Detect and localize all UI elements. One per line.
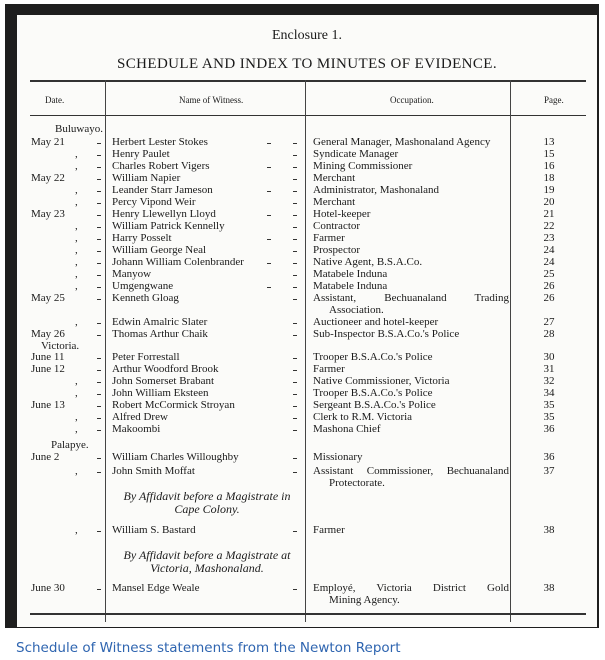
leader-dash — [293, 323, 297, 324]
leader-dash — [293, 143, 297, 144]
header-name: Name of Witness. — [179, 95, 244, 105]
date-cell: , — [75, 387, 78, 399]
witness-name: Mansel Edge Weale — [112, 582, 200, 594]
page-number: 26 — [543, 280, 555, 292]
leader-dash — [97, 167, 101, 168]
witness-name: Herbert Lester Stokes — [112, 136, 208, 148]
page-number: 37 — [543, 465, 555, 477]
witness-name: Harry Posselt — [112, 232, 172, 244]
witness-name: Leander Starr Jameson — [112, 184, 213, 196]
date-cell: May 22 — [31, 172, 65, 184]
date-cell: , — [75, 411, 78, 423]
date-cell: , — [75, 160, 78, 172]
header-page: Page. — [544, 95, 564, 105]
occupation-cell: Matabele Induna — [313, 280, 388, 292]
witness-name: Makoombi — [112, 423, 161, 435]
occupation-cell: Assistant Commissioner, Bechuanaland — [313, 465, 509, 477]
leader-dash — [97, 531, 101, 532]
witness-name: Percy Vipond Weir — [112, 196, 196, 208]
leader-dash — [293, 299, 297, 300]
occupation-cell: Missionary — [313, 451, 363, 463]
page-number: 35 — [543, 411, 555, 423]
leader-dash — [97, 263, 101, 264]
occupation-cell: Matabele Induna — [313, 268, 388, 280]
page-number: 24 — [543, 244, 555, 256]
leader-dash — [267, 167, 271, 168]
date-cell: , — [75, 184, 78, 196]
date-cell: June 2 — [31, 451, 60, 463]
page-number: 21 — [543, 208, 555, 220]
leader-dash — [293, 287, 297, 288]
leader-dash — [97, 275, 101, 276]
witness-name: Robert McCormick Stroyan — [112, 399, 235, 411]
page-number: 31 — [543, 363, 555, 375]
page-number: 32 — [543, 375, 555, 387]
page-number: 38 — [543, 524, 555, 536]
occupation-cell: Mining Commissioner — [313, 160, 413, 172]
witness-name: Johann William Colenbrander — [112, 256, 244, 268]
page-number: 34 — [543, 387, 555, 399]
column-divider-occupation — [510, 80, 511, 622]
leader-dash — [97, 323, 101, 324]
leader-dash — [293, 155, 297, 156]
occupation-cell: Sergeant B.S.A.Co.'s Police — [313, 399, 436, 411]
leader-dash — [293, 589, 297, 590]
date-cell: , — [75, 196, 78, 208]
leader-dash — [293, 335, 297, 336]
date-cell: , — [75, 524, 78, 536]
leader-dash — [97, 472, 101, 473]
leader-dash — [293, 382, 297, 383]
document-page — [17, 15, 597, 627]
page-number: 30 — [543, 351, 555, 363]
leader-dash — [293, 263, 297, 264]
occupation-cell: Mashona Chief — [313, 423, 381, 435]
leader-dash — [97, 299, 101, 300]
leader-dash — [97, 430, 101, 431]
witness-name: Manyow — [112, 268, 152, 280]
occupation-cell: Farmer — [313, 363, 345, 375]
witness-name: Thomas Arthur Chaik — [112, 328, 208, 340]
leader-dash — [293, 227, 297, 228]
page-number: 38 — [543, 582, 555, 594]
leader-dash — [293, 472, 297, 473]
date-cell: , — [75, 244, 78, 256]
leader-dash — [293, 275, 297, 276]
date-cell: , — [75, 465, 78, 477]
leader-dash — [97, 406, 101, 407]
occupation-cell: Trooper B.S.A.Co.'s Police — [313, 387, 433, 399]
witness-name: Henry Llewellyn Lloyd — [112, 208, 216, 220]
occupation-cell: Prospector — [313, 244, 361, 256]
date-cell: , — [75, 375, 78, 387]
occupation-cell: Syndicate Manager — [313, 148, 399, 160]
date-cell: , — [75, 316, 78, 328]
occupation-cell: Farmer — [313, 524, 345, 536]
date-cell: , — [75, 256, 78, 268]
witness-name: William Patrick Kennelly — [112, 220, 225, 232]
document-title: SCHEDULE AND INDEX TO MINUTES OF EVIDENCE. — [117, 56, 497, 72]
leader-dash — [267, 215, 271, 216]
leader-dash — [97, 191, 101, 192]
witness-name: William S. Bastard — [112, 524, 196, 536]
leader-dash — [97, 155, 101, 156]
date-cell: May 23 — [31, 208, 65, 220]
page-number: 20 — [543, 196, 555, 208]
leader-dash — [293, 179, 297, 180]
image-frame — [5, 4, 599, 628]
witness-name: Arthur Woodford Brook — [112, 363, 219, 375]
occupation-cell: Association. — [329, 304, 384, 316]
leader-dash — [97, 227, 101, 228]
date-cell: May 21 — [31, 136, 65, 148]
occupation-cell: Native Agent, B.S.A.Co. — [313, 256, 423, 268]
page-number: 23 — [543, 232, 555, 244]
occupation-cell: Protectorate. — [329, 477, 385, 489]
date-cell: , — [75, 423, 78, 435]
leader-dash — [97, 143, 101, 144]
leader-dash — [97, 418, 101, 419]
date-cell: , — [75, 280, 78, 292]
page-number: 15 — [543, 148, 555, 160]
page-number: 35 — [543, 399, 555, 411]
affidavit-note-2-line-1: By Affidavit before a Magistrate at — [123, 548, 291, 562]
witness-name: Umgengwane — [112, 280, 174, 292]
affidavit-note-1-line-1: By Affidavit before a Magistrate in — [123, 489, 291, 503]
occupation-cell: Hotel-keeper — [313, 208, 371, 220]
leader-dash — [293, 458, 297, 459]
table-bottom-rule — [30, 613, 586, 615]
affidavit-note-1-line-2: Cape Colony. — [174, 502, 240, 516]
occupation-cell: Merchant — [313, 196, 356, 208]
header-rule — [30, 115, 586, 116]
leader-dash — [293, 358, 297, 359]
date-cell: June 12 — [31, 363, 65, 375]
witness-name: John Smith Moffat — [112, 465, 195, 477]
page-number: 24 — [543, 256, 555, 268]
enclosure-heading: Enclosure 1. — [272, 28, 342, 43]
figure-caption: Schedule of Witness statements from the Newton Report — [16, 640, 401, 656]
occupation-cell: Assistant, Bechuanaland Trading — [313, 292, 509, 304]
leader-dash — [97, 358, 101, 359]
leader-dash — [97, 179, 101, 180]
table-top-rule — [30, 80, 586, 82]
witness-name: Edwin Amalric Slater — [112, 316, 208, 328]
witness-name: Peter Forrestall — [112, 351, 180, 363]
witness-name: John William Eksteen — [112, 387, 209, 399]
leader-dash — [267, 263, 271, 264]
leader-dash — [267, 287, 271, 288]
date-cell: , — [75, 268, 78, 280]
page-number: 28 — [543, 328, 555, 340]
witness-name: William Charles Willoughby — [112, 451, 239, 463]
occupation-cell: Mining Agency. — [329, 594, 400, 606]
leader-dash — [97, 370, 101, 371]
column-divider-date — [105, 80, 106, 622]
date-cell: May 26 — [31, 328, 65, 340]
page-number: 16 — [543, 160, 555, 172]
occupation-cell: Contractor — [313, 220, 361, 232]
page-number: 36 — [543, 423, 555, 435]
leader-dash — [97, 382, 101, 383]
leader-dash — [293, 394, 297, 395]
occupation-cell: Employé, Victoria District Gold — [313, 582, 509, 594]
occupation-cell: Clerk to R.M. Victoria — [313, 411, 413, 423]
occupation-cell: Native Commissioner, Victoria — [313, 375, 450, 387]
column-divider-name — [305, 80, 306, 622]
leader-dash — [293, 203, 297, 204]
date-cell: Victoria. — [41, 340, 80, 352]
leader-dash — [293, 239, 297, 240]
date-cell: Buluwayo. — [55, 123, 103, 135]
page-number: 25 — [543, 268, 555, 280]
occupation-cell: Trooper B.S.A.Co.'s Police — [313, 351, 433, 363]
header-occupation: Occupation. — [390, 95, 434, 105]
page-number: 26 — [543, 292, 555, 304]
witness-name: William George Neal — [112, 244, 207, 256]
leader-dash — [293, 167, 297, 168]
leader-dash — [97, 458, 101, 459]
occupation-cell: Farmer — [313, 232, 345, 244]
page-number: 19 — [543, 184, 555, 196]
occupation-cell: Auctioneer and hotel-keeper — [313, 316, 439, 328]
witness-name: Henry Paulet — [112, 148, 170, 160]
occupation-cell: Sub-Inspector B.S.A.Co.'s Police — [313, 328, 460, 340]
leader-dash — [293, 251, 297, 252]
leader-dash — [293, 418, 297, 419]
occupation-cell: Merchant — [313, 172, 356, 184]
witness-name: Alfred Drew — [112, 411, 168, 423]
header-date: Date. — [45, 95, 65, 105]
page-number: 13 — [543, 136, 555, 148]
date-cell: , — [75, 148, 78, 160]
leader-dash — [97, 239, 101, 240]
witness-name: Kenneth Gloag — [112, 292, 179, 304]
date-cell: May 25 — [31, 292, 65, 304]
date-cell: , — [75, 232, 78, 244]
leader-dash — [97, 203, 101, 204]
page-number: 22 — [543, 220, 555, 232]
leader-dash — [293, 406, 297, 407]
page-number: 18 — [543, 172, 555, 184]
leader-dash — [293, 191, 297, 192]
leader-dash — [97, 287, 101, 288]
leader-dash — [97, 215, 101, 216]
leader-dash — [293, 370, 297, 371]
leader-dash — [293, 531, 297, 532]
leader-dash — [293, 430, 297, 431]
occupation-cell: Administrator, Mashonaland — [313, 184, 440, 196]
date-cell: , — [75, 220, 78, 232]
leader-dash — [267, 239, 271, 240]
leader-dash — [97, 589, 101, 590]
witness-name: William Napier — [112, 172, 181, 184]
leader-dash — [267, 143, 271, 144]
leader-dash — [97, 335, 101, 336]
leader-dash — [97, 394, 101, 395]
witness-name: John Somerset Brabant — [112, 375, 215, 387]
leader-dash — [267, 191, 271, 192]
date-cell: June 11 — [31, 351, 65, 363]
page-number: 36 — [543, 451, 555, 463]
date-cell: Palapye. — [51, 439, 89, 451]
date-cell: June 13 — [31, 399, 65, 411]
page-number: 27 — [543, 316, 555, 328]
leader-dash — [97, 251, 101, 252]
witness-name: Charles Robert Vigers — [112, 160, 210, 172]
affidavit-note-2-line-2: Victoria, Mashonaland. — [150, 561, 264, 575]
leader-dash — [293, 215, 297, 216]
date-cell: June 30 — [31, 582, 65, 594]
occupation-cell: General Manager, Mashonaland Agency — [313, 136, 491, 148]
